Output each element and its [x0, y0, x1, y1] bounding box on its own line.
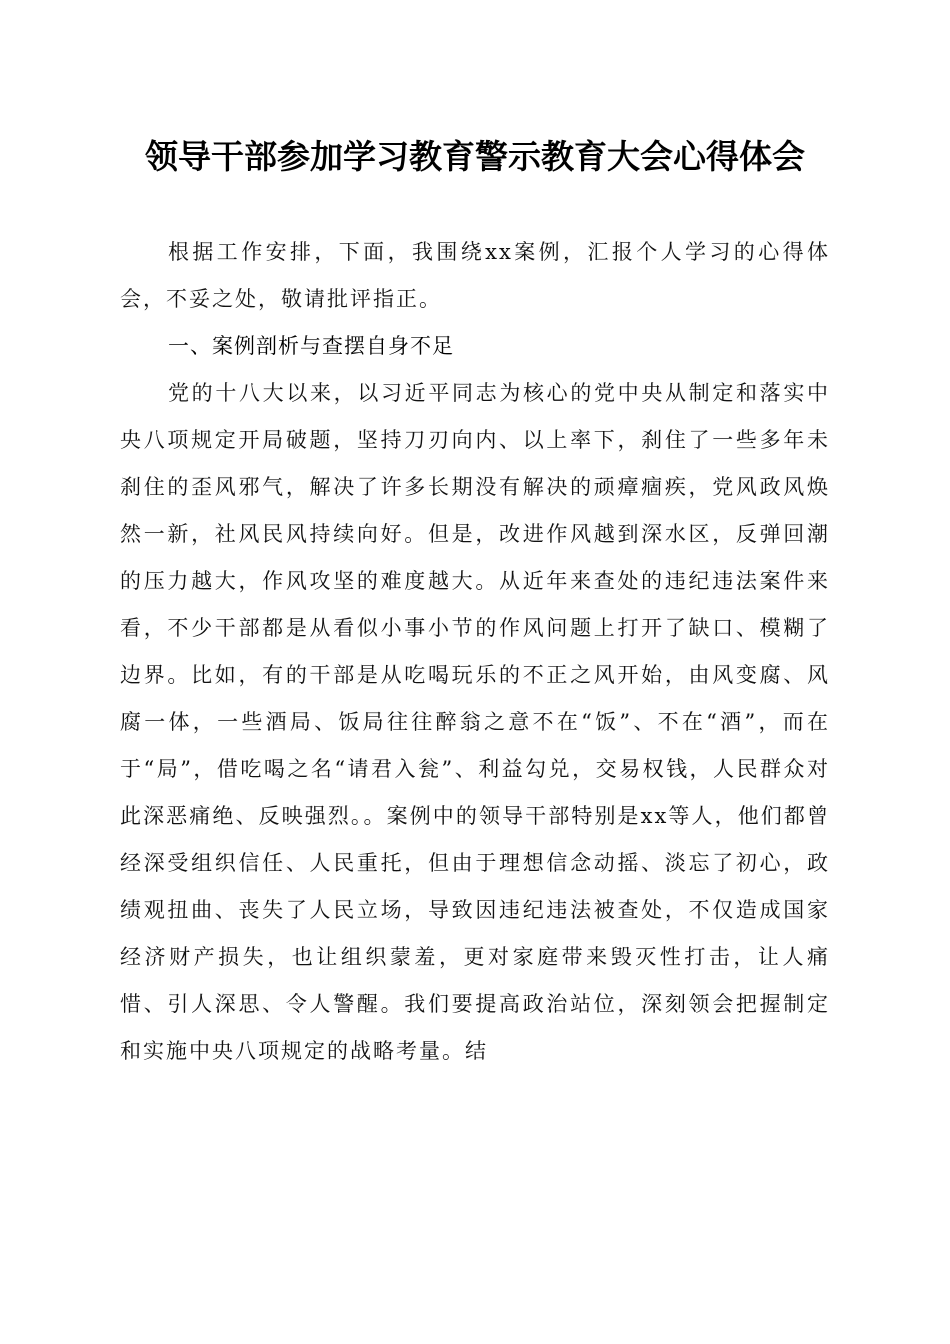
- section-heading: 一、案例剖析与查摆自身不足: [168, 334, 454, 358]
- section-paragraph: 党的十八大以来，以习近平同志为核心的党中央从制定和落实中央八项规定开局破题，坚持刀刃向内、以上率下，刹住了一些多年未刹住的歪风邪气，解决了许多长期没有解决的顽瘴痼疾，党风政风焕然一新，社风民风持续向好。但是，改进作风越到深水区，反弹回潮的压力越大，作风攻坚的难度越大。从近年来查处的违纪违法案件来看，不少干部都是从看似小事小节的作风问题上打开了缺口、模糊了边界。比如，有的干部是从吃喝玩乐的不正之风开始，由风变腐、风腐一体，一些酒局、饭局往往醉翁之意不在“饭”、不在“酒”，而在于“局”，借吃喝之名“请君入瓮”、利益勾兑，交易权钱，人民群众对此深恶痛绝、反映强烈。。案例中的领导干部特别是xx等人，他们都曾经深受组织信任、人民重托，但由于理想信念动摇、淡忘了初心，政绩观扭曲、丧失了人民立场，导致因违纪违法被查处，不仅造成国家经济财产损失，也让组织蒙羞，更对家庭带来毁灭性打击，让人痛惜、引人深思、令人警醒。我们要提高政治站位，深刻领会把握制定和实施中央八项规定的战略考量。结: [120, 381, 830, 1063]
- document-body: [120, 229, 830, 1075]
- intro-paragraph: 根据工作安排，下面，我围绕xx案例，汇报个人学习的心得体会，不妥之处，敬请批评指正。: [120, 240, 830, 311]
- document-title: 领导干部参加学习教育警示教育大会心得体会: [145, 137, 805, 176]
